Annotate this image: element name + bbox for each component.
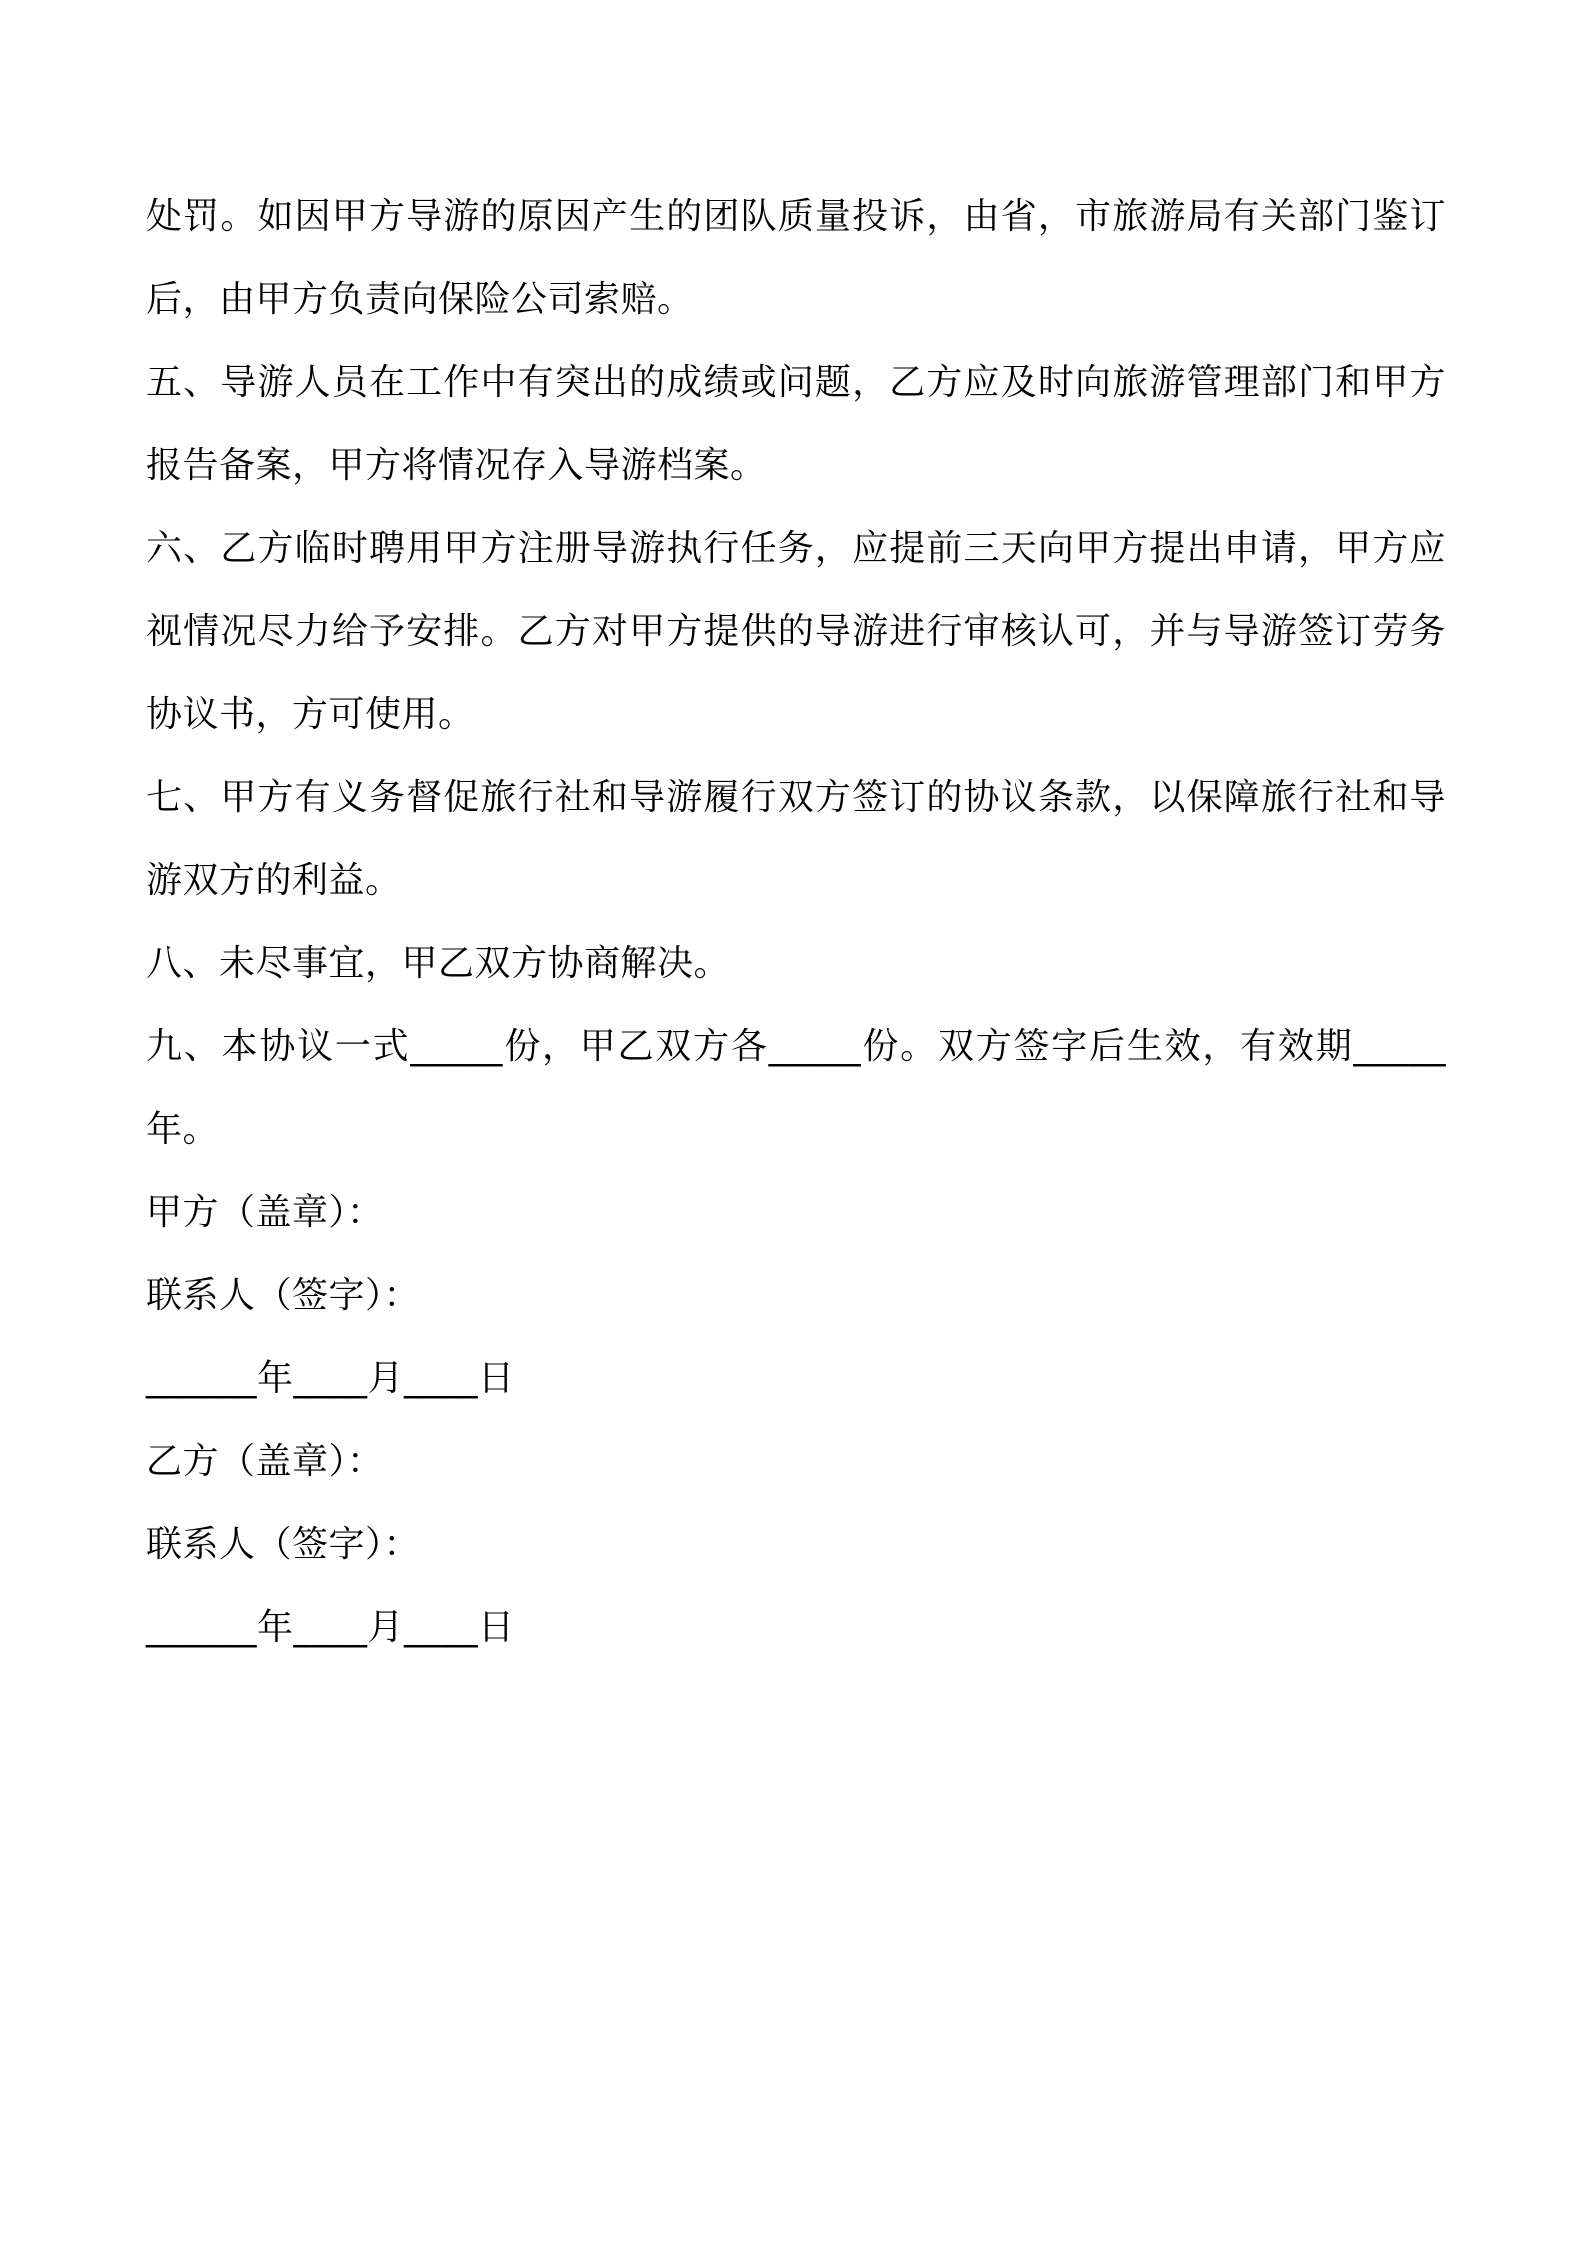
text-line: 后，由甲方负责向保险公司索赔。 xyxy=(146,279,694,320)
clause-five-line: 五、导游人员在工作中有突出的成绩或问题，乙方应及时向旅游管理部门和甲方 xyxy=(146,362,1446,403)
clause-eight-line: 八、未尽事宜，甲乙双方协商解决。 xyxy=(146,943,731,984)
text-line: 报告备案，甲方将情况存入导游档案。 xyxy=(146,445,767,486)
clause-six-line: 六、乙方临时聘用甲方注册导游执行任务，应提前三天向甲方提出申请，甲方应 xyxy=(146,528,1446,569)
clause-nine-line: 九、本协议一式_____份，甲乙双方各_____份。双方签字后生效，有效期_____ xyxy=(146,1026,1446,1067)
text-line: 视情况尽力给予安排。乙方对甲方提供的导游进行审核认可，并与导游签订劳务 xyxy=(146,611,1446,652)
party-b-contact-label: 联系人（签字）： xyxy=(146,1524,421,1565)
document-body xyxy=(146,195,1446,1689)
party-a-seal-label: 甲方（盖章）： xyxy=(146,1192,384,1233)
party-a-contact-label: 联系人（签字）： xyxy=(146,1275,421,1316)
party-b-date-line: ______年____月____日 xyxy=(146,1607,515,1648)
text-line: 协议书，方可使用。 xyxy=(146,694,475,735)
text-line: 处罚。如因甲方导游的原因产生的团队质量投诉，由省，市旅游局有关部门鉴订 xyxy=(146,196,1446,237)
text-line: 游双方的利益。 xyxy=(146,860,402,901)
party-a-date-line: ______年____月____日 xyxy=(146,1358,515,1399)
party-b-seal-label: 乙方（盖章）： xyxy=(146,1441,384,1482)
text-line: 年。 xyxy=(146,1109,220,1150)
clause-seven-line: 七、甲方有义务督促旅行社和导游履行双方签订的协议条款，以保障旅行社和导 xyxy=(146,777,1446,818)
